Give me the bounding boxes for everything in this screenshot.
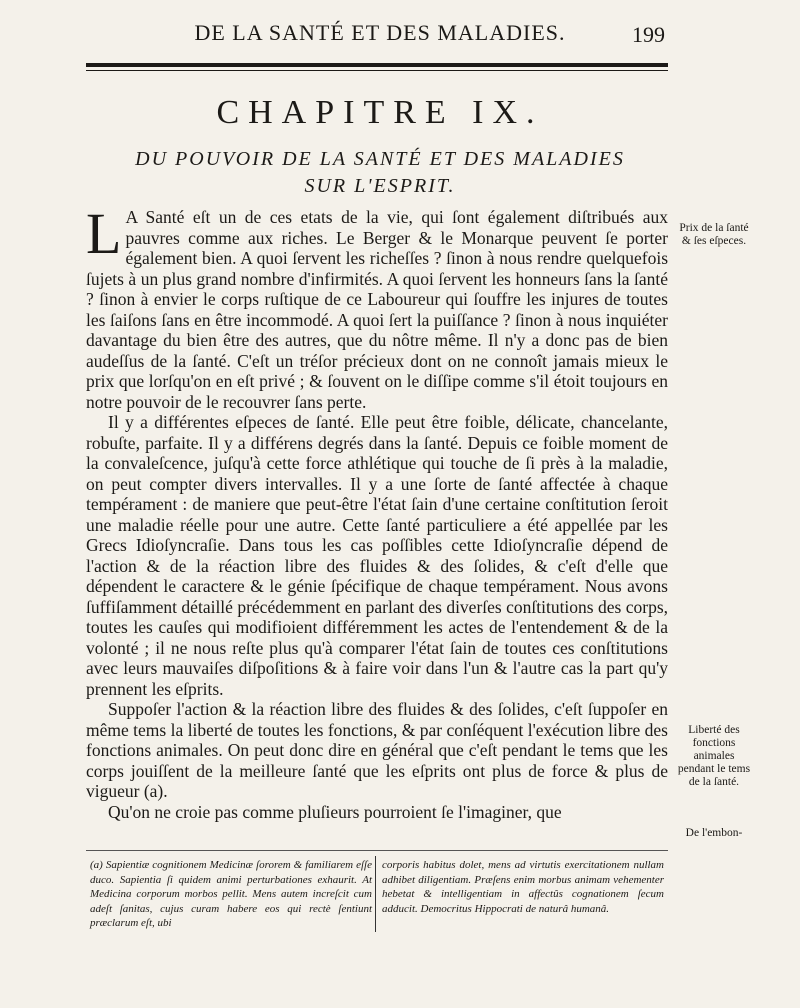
header-rule-thin [86, 70, 668, 71]
paragraph-3: Suppoſer l'action & la réaction libre des fluides & des ſolides, c'eſt ſuppoſer en même tems la liberté de toutes les fonctions, & par conſéquent l'exécution libre des fonctions animales. On peut donc dire en général que c'eſt pendant le tems que les corps jouiſſent de la meilleure ſanté que les eſprits ont plus de force & plus de vigueur (a). [86, 699, 668, 801]
body-text [86, 201, 668, 822]
drop-cap: L [86, 201, 122, 266]
header-rule-thick [86, 63, 668, 67]
paragraph-1-text: A Santé eſt un de ces etats de la vie, qui ſont également diſtribués aux pauvres comme aux riches. Le Berger & le Monarque peuvent ſe porter également bien. A quoi ſervent les richeſſes ? ſinon à nous rendre quelquefois ſujets à un plus grand nombre d'infirmités. A quoi ſervent les honneurs ſans la ſanté ? ſinon à envier le corps ruſtique de ce Laboureur qui ſouffre les injures de toutes les ſaiſons ſans en être incommodé. A quoi ſert la puiſſance ? ſinon à nous inquiéter davantage du bien être des autres, que du nôtre même. Il n'y a donc pas de bien audeſſus de la ſanté. C'eſt un tréſor précieux dont on ne connoît jamais mieux le prix que lorſqu'on en eſt privé ; & ſouvent on le diſſipe comme s'il étoit toujours en notre pouvoir de le recouvrer ſans perte. [86, 207, 668, 412]
page-number: 199 [632, 22, 665, 47]
chapter-title: CHAPITRE IX. [216, 94, 544, 131]
chapter-subtitle-line-1: DU POUVOIR DE LA SANTÉ ET DES MALADIES [135, 148, 625, 170]
paragraph-2: Il y a différentes eſpeces de ſanté. Elle peut être foible, délicate, chancelante, robuſte, parfaite. Il y a différens degrés dans la ſanté. Depuis ce foible moment de la convaleſcence, juſqu'à cette force athlétique qui touche de ſi près à la maladie, on peut compter divers intervalles. Il y a une ſorte de ſanté affectée à chaque tempérament : de maniere que peut-être l'état ſain d'une certaine conſtitution ſeroit une maladie réelle pour une autre. Cette ſanté particuliere a été appellée par les Grecs Idioſyncraſie. Dans tous les cas poſſibles cette Idioſyncraſie dépend de l'action & de la réaction libre des fluides & des ſolides, & c'eſt d'elle que dépendent le caractere & le génie ſpécifique de chaque tempérament. Nous avons ſuffiſamment détaillé précédemment en parlant des diverſes conſtitutions des corps, toutes les cauſes qui modifioient différemment les actes de l'entendement & de la volonté ; il ne nous reſte plus qu'à comparer l'état ſain de toutes ces conſtitutions avec leurs mauvaiſes diſpoſitions & à faire voir dans l'un & l'autre cas la part qu'y prennent les eſprits. [86, 412, 668, 699]
margin-note-health-kinds: Prix de la ſanté & ſes eſpeces. [679, 222, 749, 247]
footnote-column-divider [375, 856, 376, 932]
footnote-rule [86, 850, 668, 851]
paragraph-1 [86, 201, 668, 412]
running-head: DE LA SANTÉ ET DES MALADIES. [194, 20, 566, 45]
margin-note-embonpoint: De l'embon- [685, 827, 743, 839]
paragraph-4: Qu'on ne croie pas comme pluſieurs pourroient ſe l'imaginer, que [108, 801, 562, 822]
chapter-subtitle [90, 146, 670, 200]
chapter-subtitle-line-2: SUR L'ESPRIT. [304, 175, 456, 197]
footnote-right-column: corporis habitus dolet, mens ad virtutis exercitationem nullam adhibet diligentiam. Præſens enim morbus animam vehementer hebetat & intelligentiam in affectûs cognationem ſecum adducit. Democritus Hippocrati de naturâ humanâ. [382, 859, 664, 915]
margin-note-functions-liberty: Liberté des fonctions animales pendant le tems de la ſanté. [677, 724, 751, 788]
footnote-left-column: (a) Sapientiæ cognitionem Medicinæ ſororem & familiarem eſſe duco. Sapientia ſi quidem animi perturbationes exhaurit. At Medicina corporum morbos pellit. Mens autem increſcit cum adeſt ſanitas, cujus curam habere eos qui rectè ſentiunt præclarum eſt, ubi [90, 859, 372, 929]
